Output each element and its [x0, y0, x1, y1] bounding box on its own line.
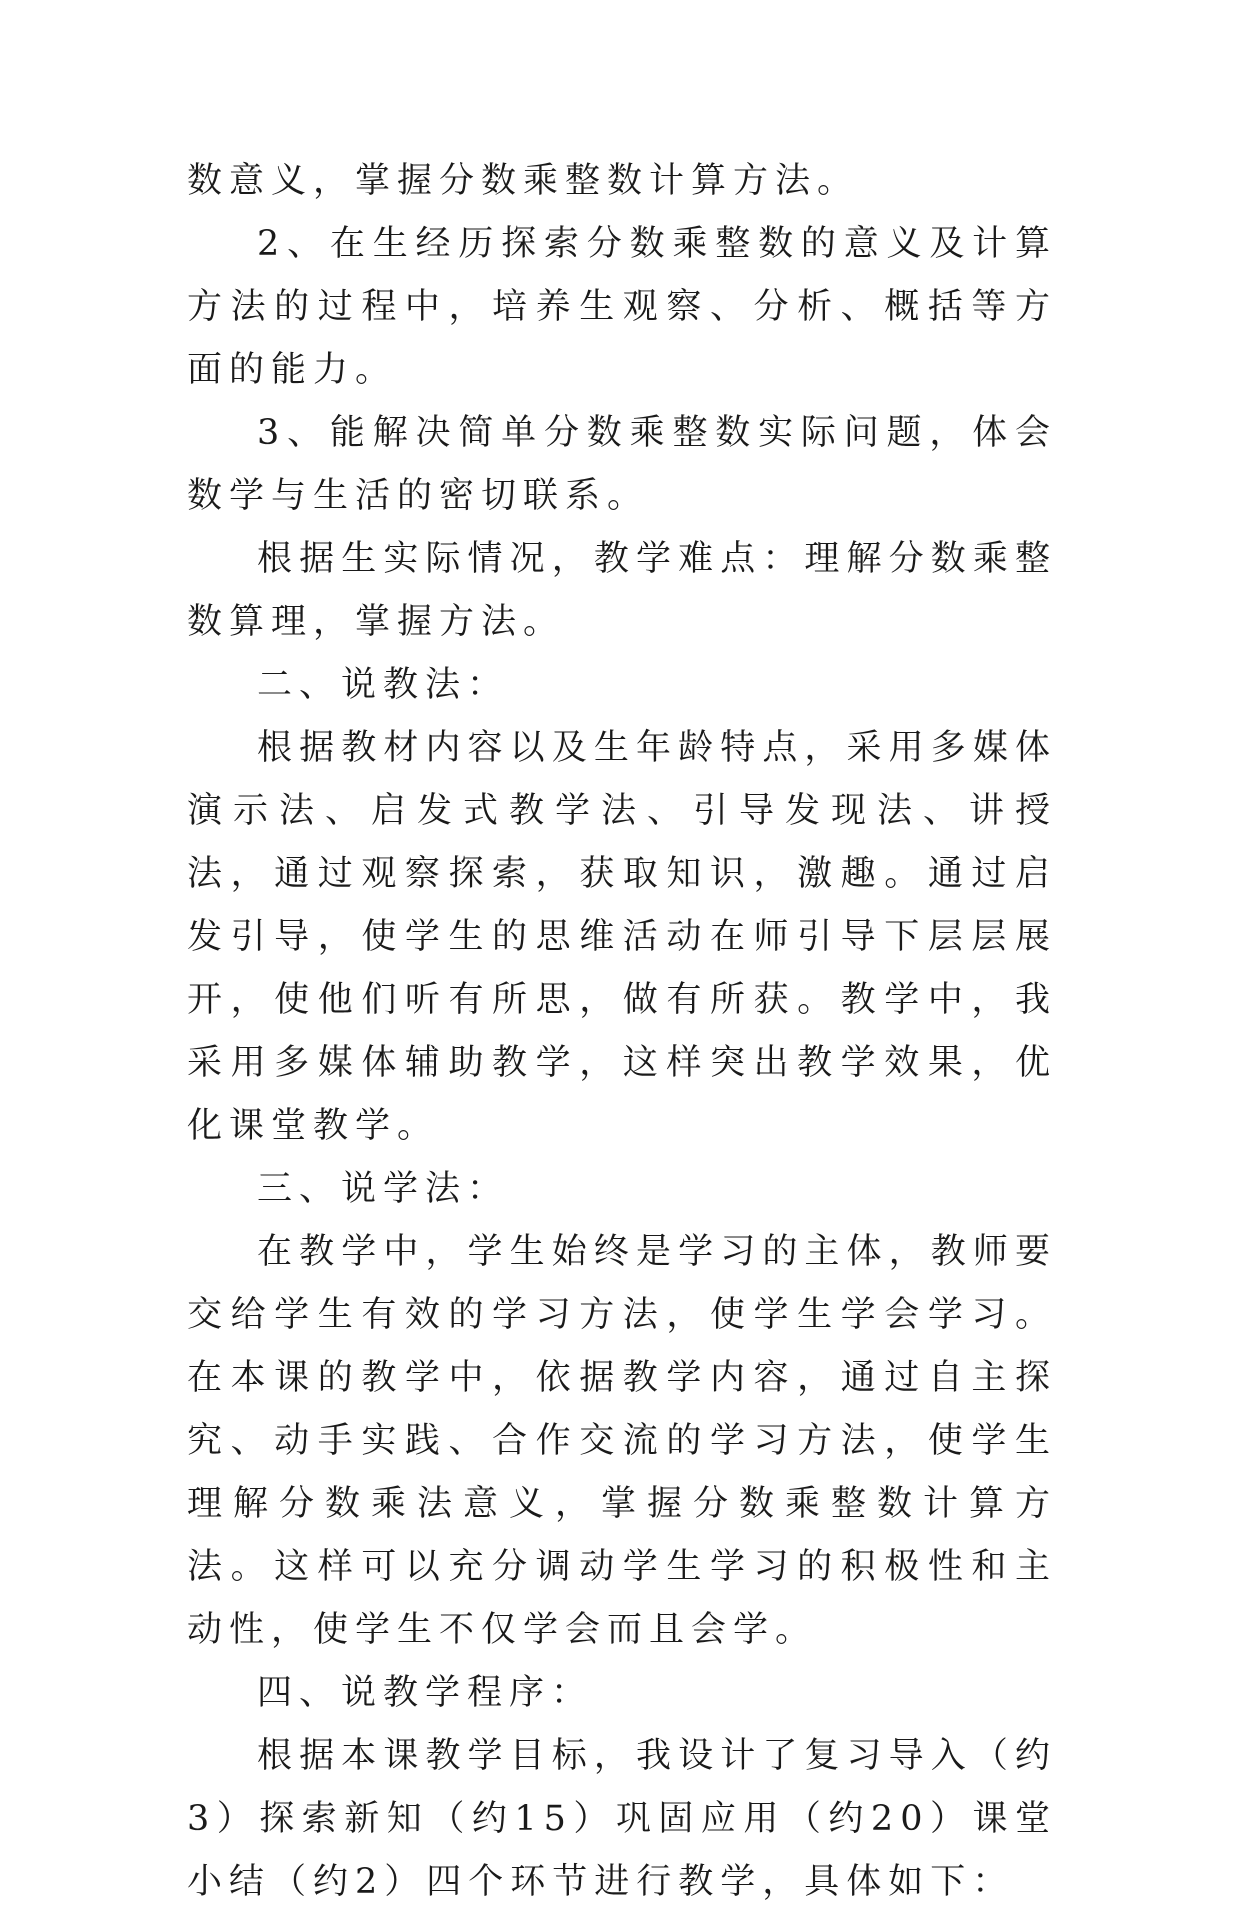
section-heading-teaching-procedure: 四、说教学程序：: [257, 1673, 594, 1713]
paragraph-teaching-method: 根据教材内容以及生年龄特点，采用多媒体演示法、启发式教学法、引导发现法、讲授法，通过观察探索，获取知识，激趣。通过启发引导，使学生的思维活动在师引导下层层展开，使他们听有所思，做有所获。教学中，我采用多媒体辅助教学，这样突出教学效果，优化课堂教学。: [187, 728, 1057, 1146]
section-heading-learning-method: 三、说学法：: [257, 1169, 510, 1209]
paragraph-learning-method: 在教学中，学生始终是学习的主体，教师要交给学生有效的学习方法，使学生学会学习。在本课的教学中，依据教学内容，通过自主探究、动手实践、合作交流的学习方法，使学生理解分数乘法意义，掌握分数乘整数计算方法。这样可以充分调动学生学习的积极性和主动性，使学生不仅学会而且会学。: [187, 1232, 1057, 1650]
paragraph-difficulty: 根据生实际情况，教学难点：理解分数乘整数算理，掌握方法。: [187, 539, 1057, 642]
paragraph-objective-3: 3、能解决简单分数乘整数实际问题，体会数学与生活的密切联系。: [187, 413, 1057, 516]
paragraph-objective-1-continued: 数意义，掌握分数乘整数计算方法。: [187, 161, 860, 201]
section-heading-teaching-method: 二、说教法：: [257, 665, 510, 705]
paragraph-teaching-procedure: 根据本课教学目标，我设计了复习导入（约3）探索新知（约15）巩固应用（约20）课堂小结（约2）四个环节进行教学，具体如下：: [187, 1736, 1057, 1902]
paragraph-objective-2: 2、在生经历探索分数乘整数的意义及计算方法的过程中，培养生观察、分析、概括等方面的能力。: [187, 224, 1057, 390]
document-body: [187, 150, 1057, 1914]
